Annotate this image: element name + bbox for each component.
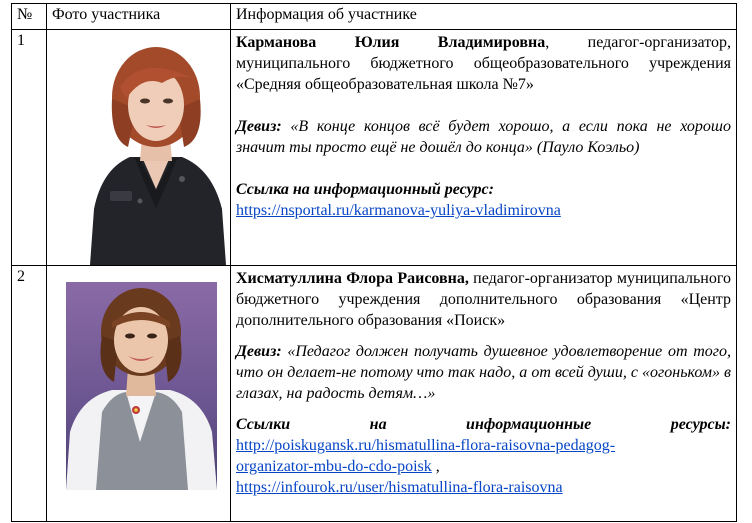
- table-row: [12, 30, 737, 266]
- participant-photo-image: [66, 282, 217, 490]
- header-info: Информация об участнике: [231, 4, 737, 30]
- table-row: [12, 266, 737, 522]
- row-number: 2: [12, 266, 47, 522]
- motto-text: «В конце концов всё будет хорошо, а если пока не хорошо значит ты просто ещё не дошёл до конца» (Пауло Коэльо): [236, 118, 731, 156]
- links-label: Ссылка на информационный ресурс:: [236, 181, 494, 198]
- info-cell: [231, 30, 737, 266]
- participant-name: Карманова Юлия Владимировна: [236, 34, 546, 51]
- photo-cell: [47, 266, 231, 522]
- resource-link[interactable]: [236, 437, 615, 475]
- links-block: [236, 179, 731, 200]
- resource-link-part-1[interactable]: http://poiskugansk.ru/hismatullina-flora-raisovna-pedagog-: [236, 437, 616, 454]
- info-cell: [231, 266, 737, 522]
- motto-label: Девиз:: [236, 118, 282, 135]
- participant-position: педагог-организатор муниципального бюджетного учреждения дополнительного образования «Центр дополнительного образования «Поиск»: [236, 270, 731, 329]
- photo-cell: [47, 30, 231, 266]
- participant-description: [236, 268, 731, 331]
- resource-link-part-2[interactable]: organizator-mbu-do-cdo-poisk: [236, 458, 432, 475]
- links-block: [236, 414, 731, 435]
- motto-label: Девиз:: [236, 343, 282, 360]
- resource-link[interactable]: https://nsportal.ru/karmanova-yuliya-vladimirovna: [236, 202, 561, 219]
- participant-position: , педагог-организатор, муниципального бюджетного общеобразовательного учреждения «Средняя общеобразовательная школа №7»: [236, 34, 732, 93]
- participant-name: Хисматуллина Флора Раисовна,: [236, 270, 469, 287]
- header-photo: Фото участника: [47, 4, 231, 30]
- participant-motto: [236, 116, 731, 158]
- participants-table: [11, 3, 737, 522]
- participant-photo: [82, 39, 230, 265]
- participant-photo-image: [82, 39, 230, 265]
- table-header-row: [12, 4, 737, 30]
- participant-photo: [66, 282, 217, 490]
- motto-text: «Педагог должен получать душевное удовлетворение от того, что он делает-не потому что так надо, а от всей души, с «огоньком» в глазах, на радость детям…»: [236, 343, 731, 402]
- row-number: 1: [12, 30, 47, 266]
- link-separator: ,: [431, 458, 440, 475]
- resource-link-2[interactable]: https://infourok.ru/user/hismatullina-flora-raisovna: [236, 479, 563, 496]
- participant-description: [236, 32, 731, 95]
- header-num: №: [12, 4, 47, 30]
- links-label: Ссылки на информационные ресурсы:: [236, 416, 731, 433]
- participant-motto: [236, 341, 731, 404]
